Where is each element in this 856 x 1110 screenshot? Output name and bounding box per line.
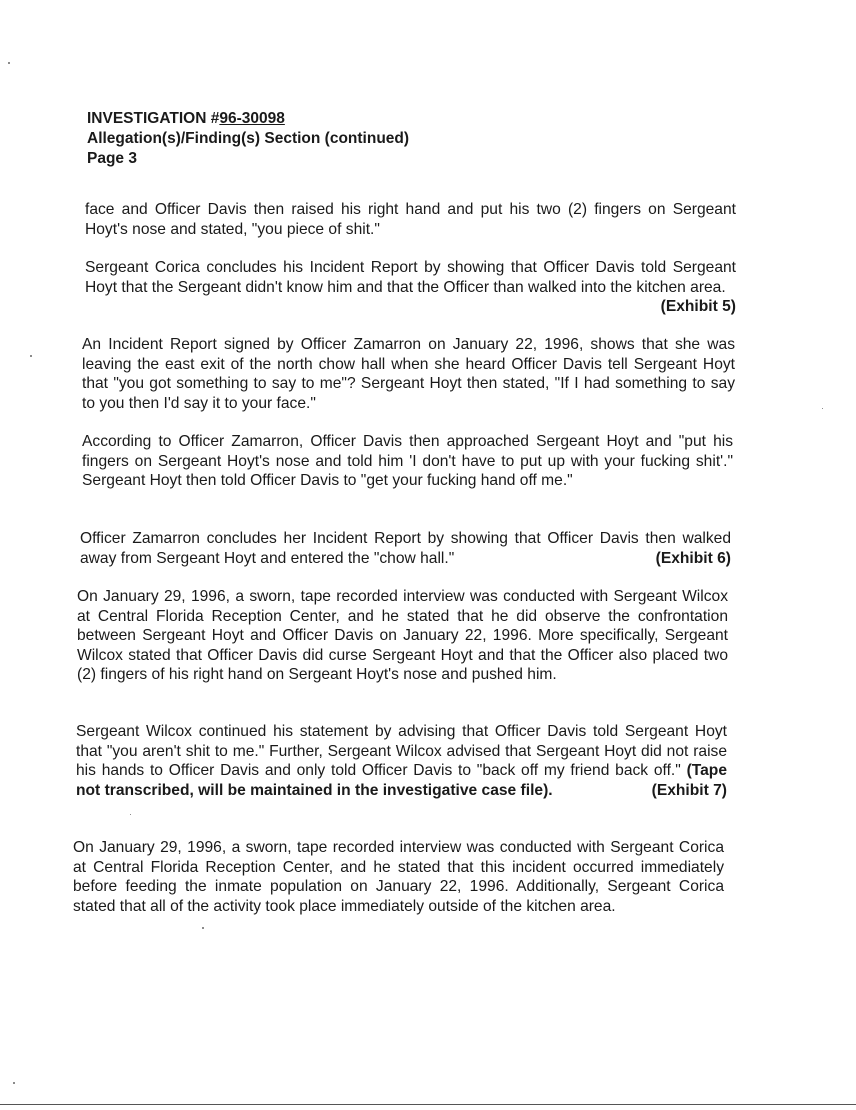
scan-speck bbox=[130, 814, 131, 815]
paragraph-1: face and Officer Davis then raised his right hand and put his two (2) fingers on Sergeant Hoyt's nose and stated, "you piece of shit." bbox=[85, 201, 736, 238]
section-title: Allegation(s)/Finding(s) Section (continued) bbox=[87, 130, 410, 147]
exhibit-6-label: (Exhibit 6) bbox=[655, 549, 731, 567]
paragraph-4: According to Officer Zamarron, Officer Davis then approached Sergeant Hoyt and "put his fingers on Sergeant Hoyt's nose and told him 'I don't have to put up with your fucking shit'." Sergeant Hoyt then told Officer Davis to "get your fucking hand off me." bbox=[82, 433, 733, 490]
paragraph-8: On January 29, 1996, a sworn, tape recorded interview was conducted with Sergeant Corica at Central Florida Reception Center, and he stated that this incident occurred immediately before feeding the inmate population on January 22, 1996. Additionally, Sergeant Corica stated that all of the activity took place immediately outside of the kitchen area. bbox=[73, 839, 724, 915]
paragraph-2 bbox=[85, 258, 736, 317]
document-header bbox=[87, 109, 409, 169]
paragraph-7 bbox=[76, 722, 727, 800]
case-number: 96-30098 bbox=[219, 110, 285, 127]
bottom-edge-line bbox=[0, 1104, 856, 1105]
paragraph-3: An Incident Report signed by Officer Zamarron on January 22, 1996, shows that she was leaving the east exit of the north chow hall when she heard Officer Davis tell Sergeant Hoyt that "you got something to say to me"? Sergeant Hoyt then stated, "If I had something to say to you then I'd say it to your face." bbox=[82, 336, 735, 412]
page-number: Page 3 bbox=[87, 150, 137, 167]
investigation-label: INVESTIGATION # bbox=[87, 110, 220, 127]
scan-speck bbox=[8, 62, 10, 64]
exhibit-5-label: (Exhibit 5) bbox=[660, 298, 736, 316]
paragraph-5 bbox=[80, 529, 731, 568]
scan-speck bbox=[30, 355, 32, 357]
tape-note: (Tape not transcribed, will be maintained in the investigative case file). bbox=[76, 762, 727, 799]
paragraph-7-text: Sergeant Wilcox continued his statement by advising that Officer Davis told Sergeant Hoyt that "you aren't shit to me." Further, Sergeant Wilcox advised that Sergeant Hoyt did not raise his hands to Officer Davis and only told Officer Davis to "back off my friend back off." bbox=[76, 723, 727, 780]
scan-speck bbox=[13, 1082, 15, 1084]
scan-speck bbox=[822, 408, 823, 409]
exhibit-7-label: (Exhibit 7) bbox=[651, 781, 727, 799]
investigation-title bbox=[87, 109, 409, 129]
paragraph-2-text: Sergeant Corica concludes his Incident Report by showing that Officer Davis told Sergeant Hoyt that the Sergeant didn't know him and that the Officer than walked into the kitchen area. bbox=[85, 259, 736, 296]
paragraph-5-text: Officer Zamarron concludes her Incident Report by showing that Officer Davis then walked away from Sergeant Hoyt and entered the "chow hall." bbox=[80, 530, 731, 567]
paragraph-6: On January 29, 1996, a sworn, tape recorded interview was conducted with Sergeant Wilcox at Central Florida Reception Center, and he stated that he did observe the confrontation between Sergeant Hoyt and Officer Davis on January 22, 1996. More specifically, Sergeant Wilcox stated that Officer Davis did curse Sergeant Hoyt and that the Officer also placed two (2) fingers of his right hand on Sergeant Hoyt's nose and pushed him. bbox=[77, 588, 728, 684]
scan-speck bbox=[202, 927, 204, 929]
